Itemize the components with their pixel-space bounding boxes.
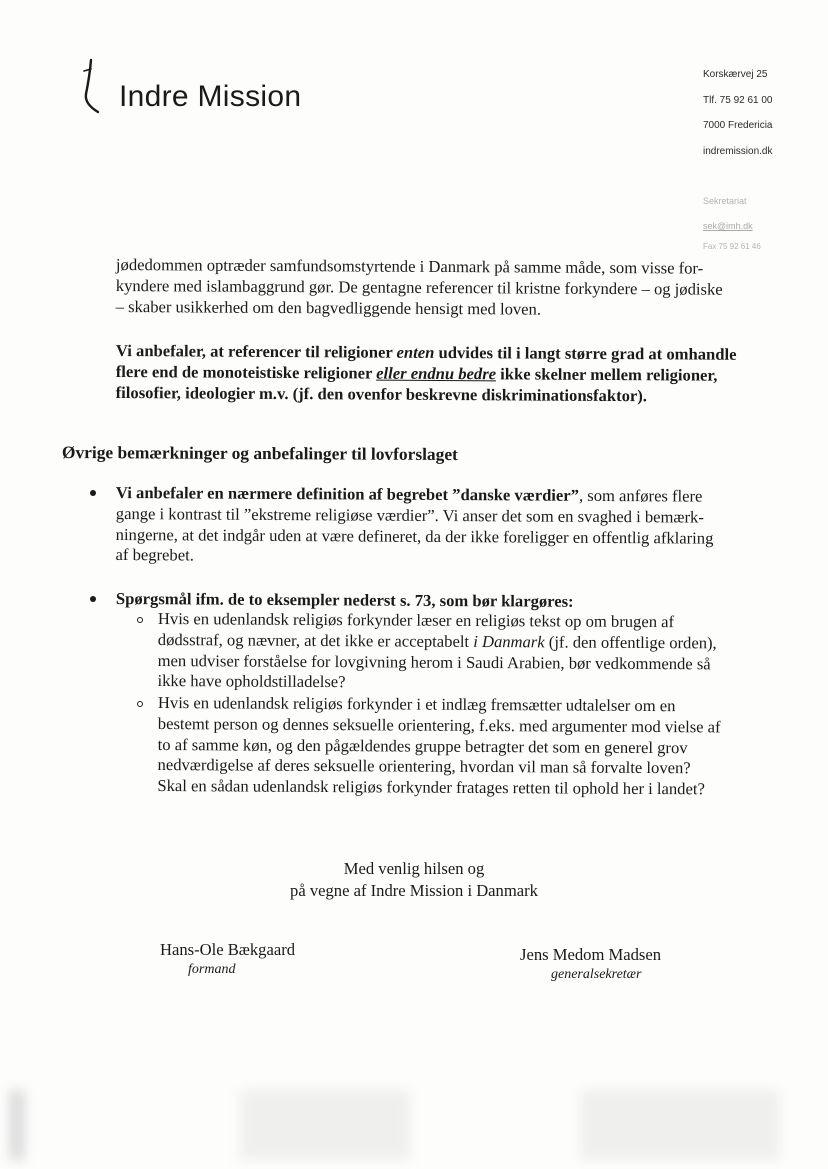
text-run: ikke skelner mellem religioner,	[495, 364, 718, 385]
text-line: gange i kontrast til ”ekstreme religiøse værdier”. Vi anser det som en svaghed i bemærk-	[115, 503, 704, 527]
sub-bullet-icon	[137, 617, 143, 623]
address-line: Korskærvej 25	[703, 69, 768, 80]
text-line	[158, 630, 717, 654]
dept-fax: Fax 75 92 61 46	[703, 242, 761, 251]
bullet-item-questions: Spørgsmål ifm. de to eksempler nederst s. 73, som bør klargøres:	[115, 589, 574, 611]
closing-on-behalf: på vegne af Indre Mission i Danmark	[290, 881, 538, 900]
text-line: Hvis en udenlandsk religiøs forkynder læser en religiøs tekst op om brugen af	[157, 609, 675, 632]
text-line: to af samme køn, og den pågældendes gruppe betragter det som en generel grov	[157, 734, 688, 757]
text-line: bestemt person og dennes seksuelle orientering, f.eks. med argumenter mod vielse af	[157, 713, 721, 737]
section-heading: Øvrige bemærkninger og anbefalinger til lovforslaget	[61, 442, 458, 465]
signatory-2-name: Jens Medom Madsen	[520, 945, 662, 964]
text-line: men udviser forståelse for lovgivning herom i Saudi Arabien, bør vedkommende så	[157, 650, 711, 673]
text-run: (jf. den offentlige orden),	[544, 632, 717, 653]
emphasis-text: enten	[396, 342, 435, 362]
phone-line: Tlf. 75 92 61 00	[703, 95, 773, 106]
dept-email-link[interactable]: sek@imh.dk	[703, 221, 753, 231]
bold-text: Vi anbefaler en nærmere definition af begrebet ”danske værdier”	[115, 483, 580, 505]
scan-margin-shadow	[10, 1090, 24, 1160]
text-run: flere end de monoteistiske religioner	[115, 361, 377, 383]
text-line: nedværdigelse af deres seksuelle orientering, hvordan vil man så forvalte loven?	[157, 755, 691, 778]
sub-item-death-penalty	[157, 609, 716, 696]
text-line: ikke have opholdstilladelse?	[157, 671, 346, 692]
org-logo-text: Indre Mission	[119, 80, 302, 113]
text-line: ningerne, at det indgår uden at være defineret, da der ikke foreligger en offentlig afklaring	[115, 524, 714, 548]
text-line: af begrebet.	[115, 545, 194, 565]
text-run: , som anføres flere	[578, 485, 703, 506]
text-line: filosofier, ideologier m.v. (jf. den ovenfor beskrevne diskriminationsfaktor).	[115, 382, 648, 405]
website-link[interactable]: indremission.dk	[703, 146, 773, 157]
text-line: Skal en sådan udenlandsk religiøs forkynder fratages retten til ophold her i landet?	[157, 776, 705, 799]
emphasis-text: i Danmark	[473, 631, 545, 652]
sub-bullet-icon	[137, 701, 143, 707]
bullet-icon	[90, 490, 96, 496]
text-line: kyndere med islambaggrund gør. De gentagne referencer til kristne forkyndere – og jødiske	[115, 275, 723, 299]
cross-logo-icon	[78, 58, 102, 114]
signatory-1-title: formand	[188, 962, 236, 977]
text-run: Vi anbefaler, at referencer til religioner	[115, 341, 397, 362]
bleed-through-mark	[240, 1090, 410, 1160]
text-run: udvides til i langt større grad at omhandle	[434, 342, 737, 364]
underlined-emphasis-text: eller endnu bedre	[376, 363, 497, 384]
bleed-through-mark	[580, 1090, 780, 1160]
text-line: Hvis en udenlandsk religiøs forkynder i et indlæg fremsætter udtalelser om en	[157, 693, 676, 716]
signatory-1-name: Hans-Ole Bækgaard	[160, 940, 296, 959]
bullet-icon	[90, 596, 96, 602]
city-line: 7000 Fredericia	[703, 120, 773, 131]
text-run: dødsstraf, og nævner, at det ikke er acceptabelt	[157, 629, 474, 651]
intro-paragraph	[116, 255, 723, 321]
text-line: jødedommen optræder samfundsomstyrtende i Danmark på samme måde, som visse for-	[115, 255, 704, 278]
recommendation-paragraph	[116, 341, 737, 407]
closing-greeting: Med venlig hilsen og	[343, 859, 485, 878]
bullet-item-definition	[115, 483, 713, 570]
text-line: – skaber usikkerhed om den bagvedliggende hensigt med loven.	[115, 296, 542, 319]
dept-label: Sekretariat	[703, 196, 747, 206]
signatory-2-title: generalsekretær	[551, 967, 642, 982]
sub-item-orientation	[157, 693, 720, 800]
